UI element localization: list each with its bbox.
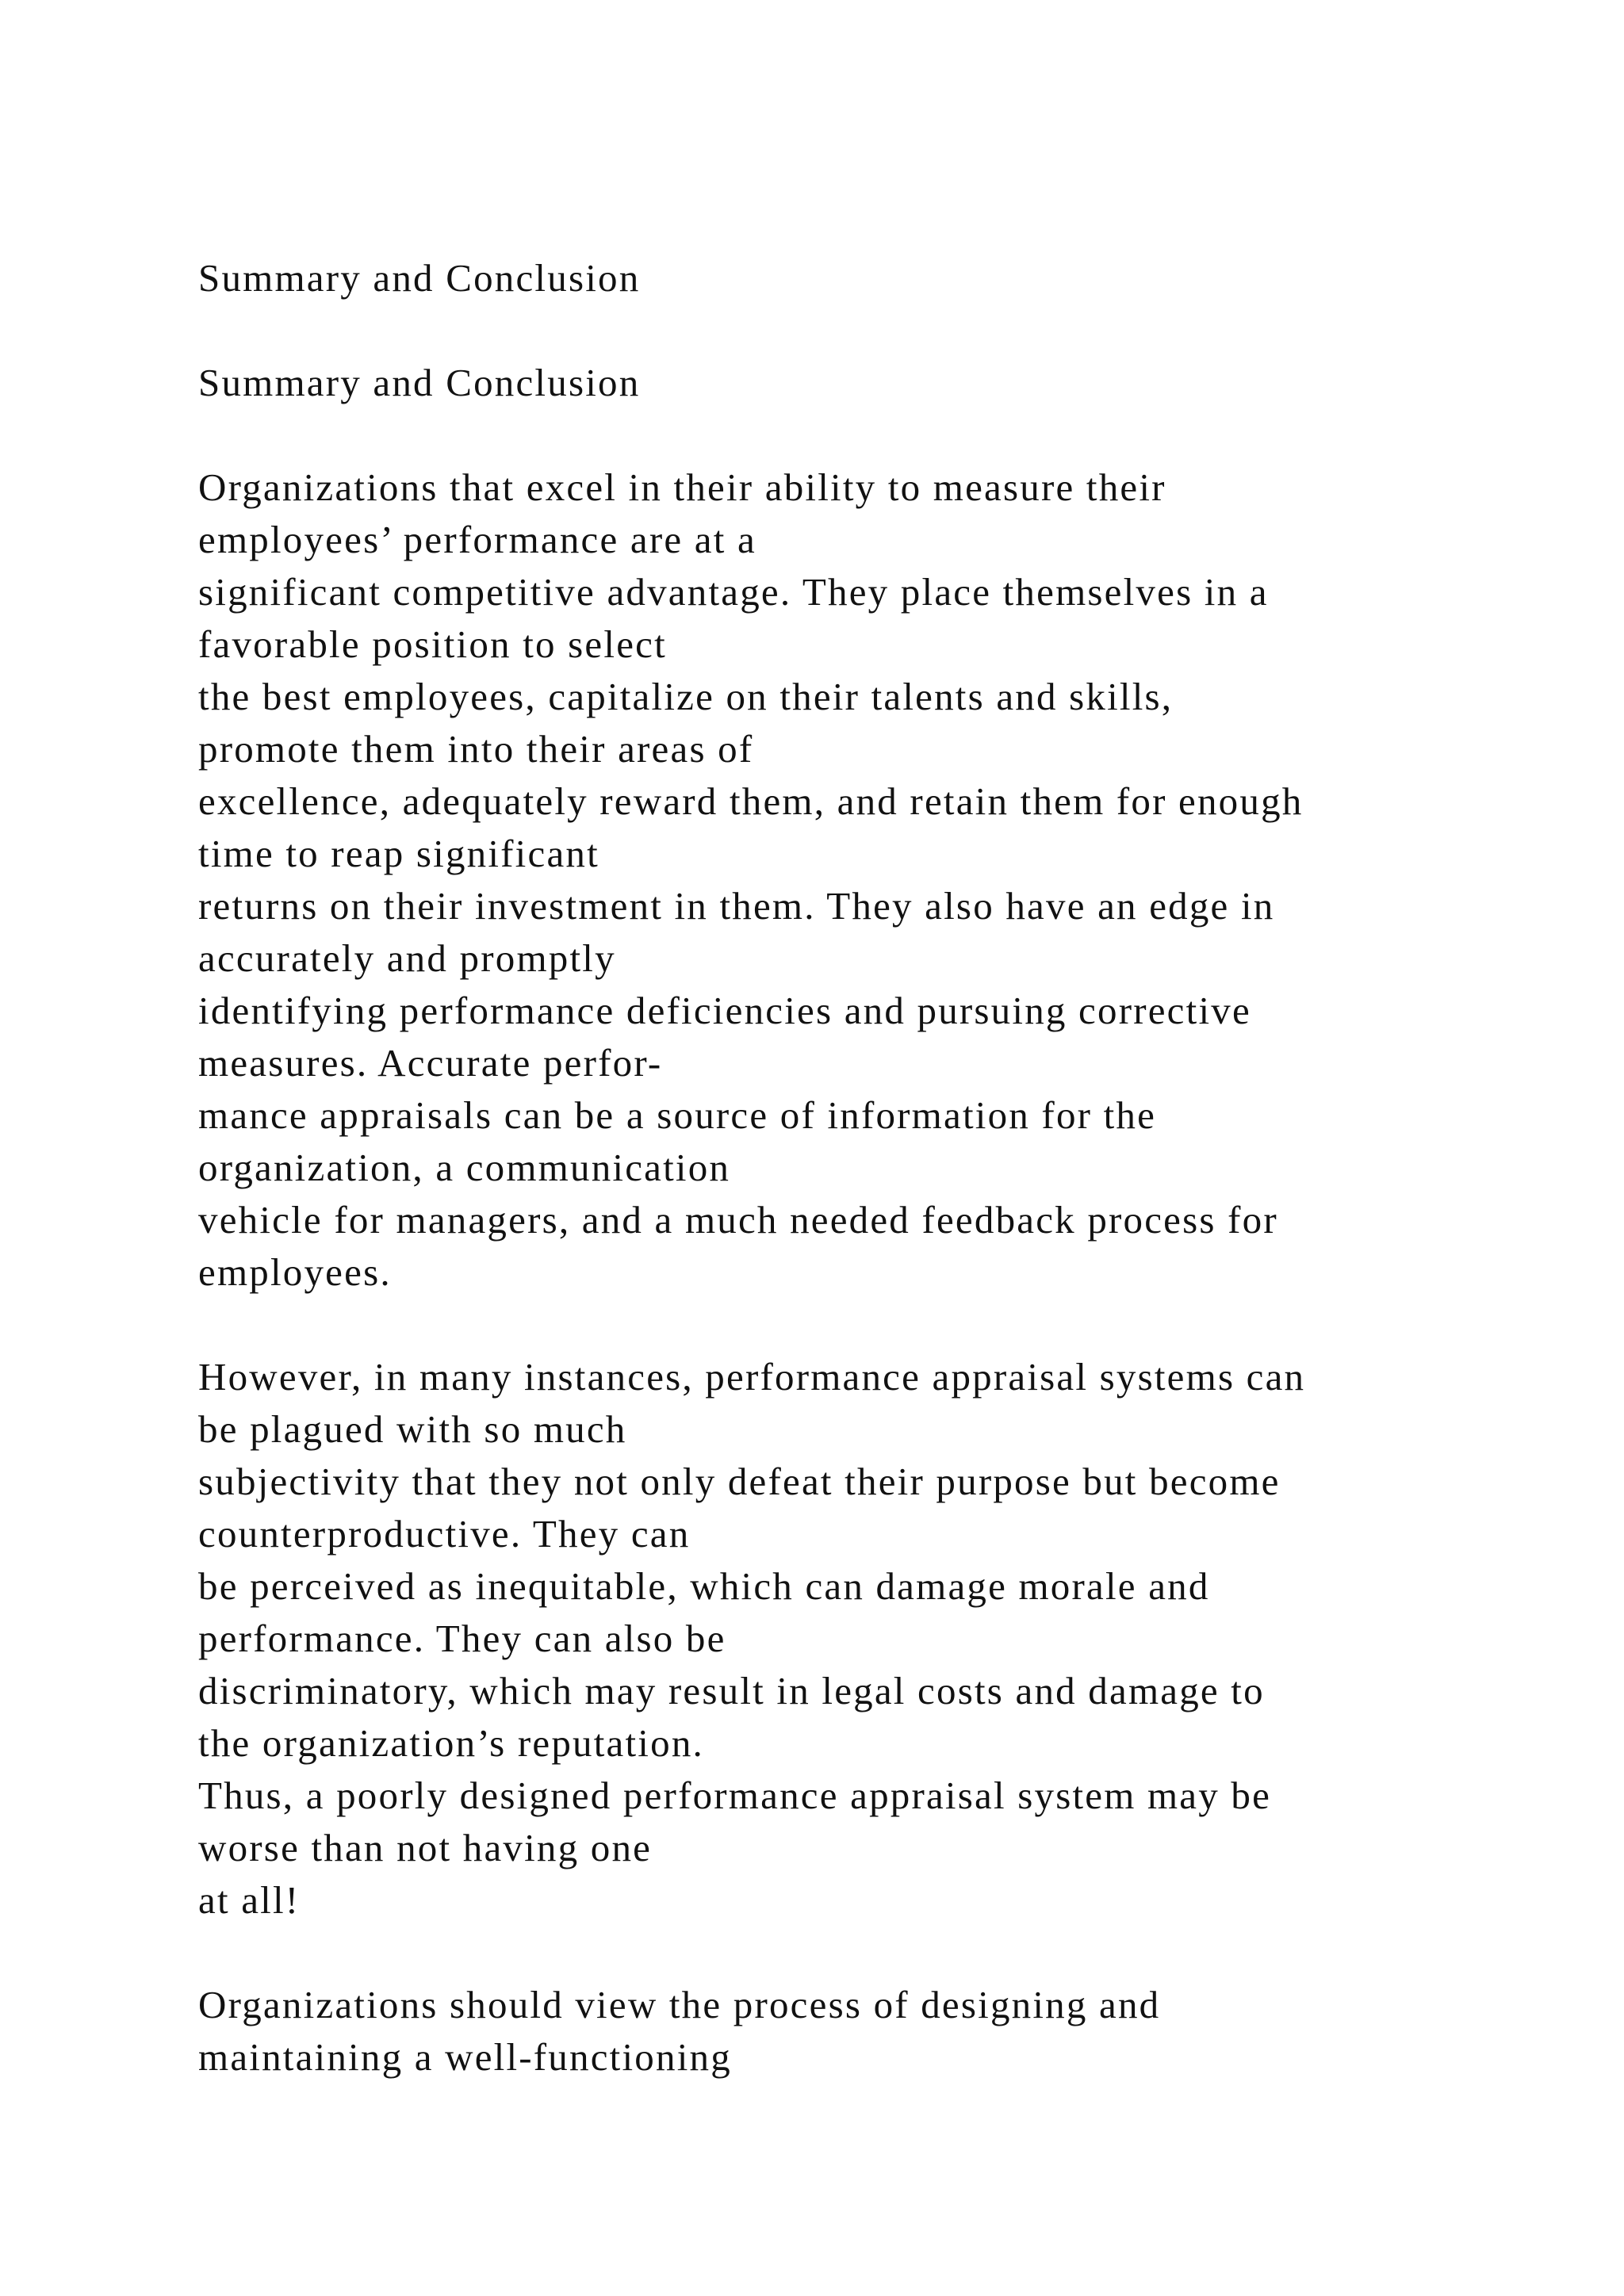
paragraph-3	[198, 1979, 1610, 2084]
paragraph-line: significant competitive advantage. They place themselves in a	[198, 570, 1269, 614]
paragraph-line: Organizations should view the process of designing and	[198, 1983, 1161, 2026]
paragraph-line: the best employees, capitalize on their talents and skills,	[198, 675, 1174, 718]
document-title: Summary and Conclusion	[198, 256, 641, 300]
paragraph-line: be perceived as inequitable, which can damage morale and	[198, 1564, 1210, 1608]
spacer	[198, 304, 1610, 357]
spacer	[198, 409, 1610, 461]
paragraph-line: returns on their investment in them. They also have an edge in	[198, 884, 1275, 928]
paragraph-line: the organization’s reputation.	[198, 1721, 704, 1765]
paragraph-line: excellence, adequately reward them, and retain them for enough	[198, 779, 1304, 823]
section-heading: Summary and Conclusion	[198, 361, 641, 404]
paragraph-1	[198, 461, 1610, 1299]
paragraph-line: favorable position to select	[198, 622, 667, 666]
paragraph-line: employees’ performance are at a	[198, 518, 756, 561]
spacer	[198, 1927, 1610, 1979]
paragraph-line: employees.	[198, 1250, 392, 1294]
document-body	[198, 252, 1610, 2084]
paragraph-line: accurately and promptly	[198, 936, 616, 980]
paragraph-line: promote them into their areas of	[198, 727, 754, 771]
paragraph-line: maintaining a well-functioning	[198, 2035, 732, 2079]
paragraph-line: identifying performance deficiencies and pursuing corrective	[198, 989, 1251, 1032]
paragraph-line: mance appraisals can be a source of information for the	[198, 1093, 1157, 1137]
paragraph-line: subjectivity that they not only defeat their purpose but become	[198, 1460, 1281, 1503]
paragraph-line: at all!	[198, 1878, 301, 1922]
paragraph-2	[198, 1351, 1610, 1927]
paragraph-line: Organizations that excel in their ability to measure their	[198, 465, 1166, 509]
paragraph-line: time to reap significant	[198, 832, 599, 875]
paragraph-line: discriminatory, which may result in legal costs and damage to	[198, 1669, 1265, 1712]
paragraph-line: performance. They can also be	[198, 1617, 726, 1660]
paragraph-line: vehicle for managers, and a much needed feedback process for	[198, 1198, 1278, 1242]
paragraph-line: organization, a communication	[198, 1146, 731, 1189]
spacer	[198, 1299, 1610, 1351]
paragraph-line: measures. Accurate perfor-	[198, 1041, 663, 1085]
paragraph-line: Thus, a poorly designed performance appraisal system may be	[198, 1774, 1272, 1817]
paragraph-line: be plagued with so much	[198, 1407, 627, 1451]
paragraph-line: counterproductive. They can	[198, 1512, 691, 1556]
paragraph-line: However, in many instances, performance appraisal systems can	[198, 1355, 1306, 1399]
paragraph-line: worse than not having one	[198, 1826, 653, 1869]
